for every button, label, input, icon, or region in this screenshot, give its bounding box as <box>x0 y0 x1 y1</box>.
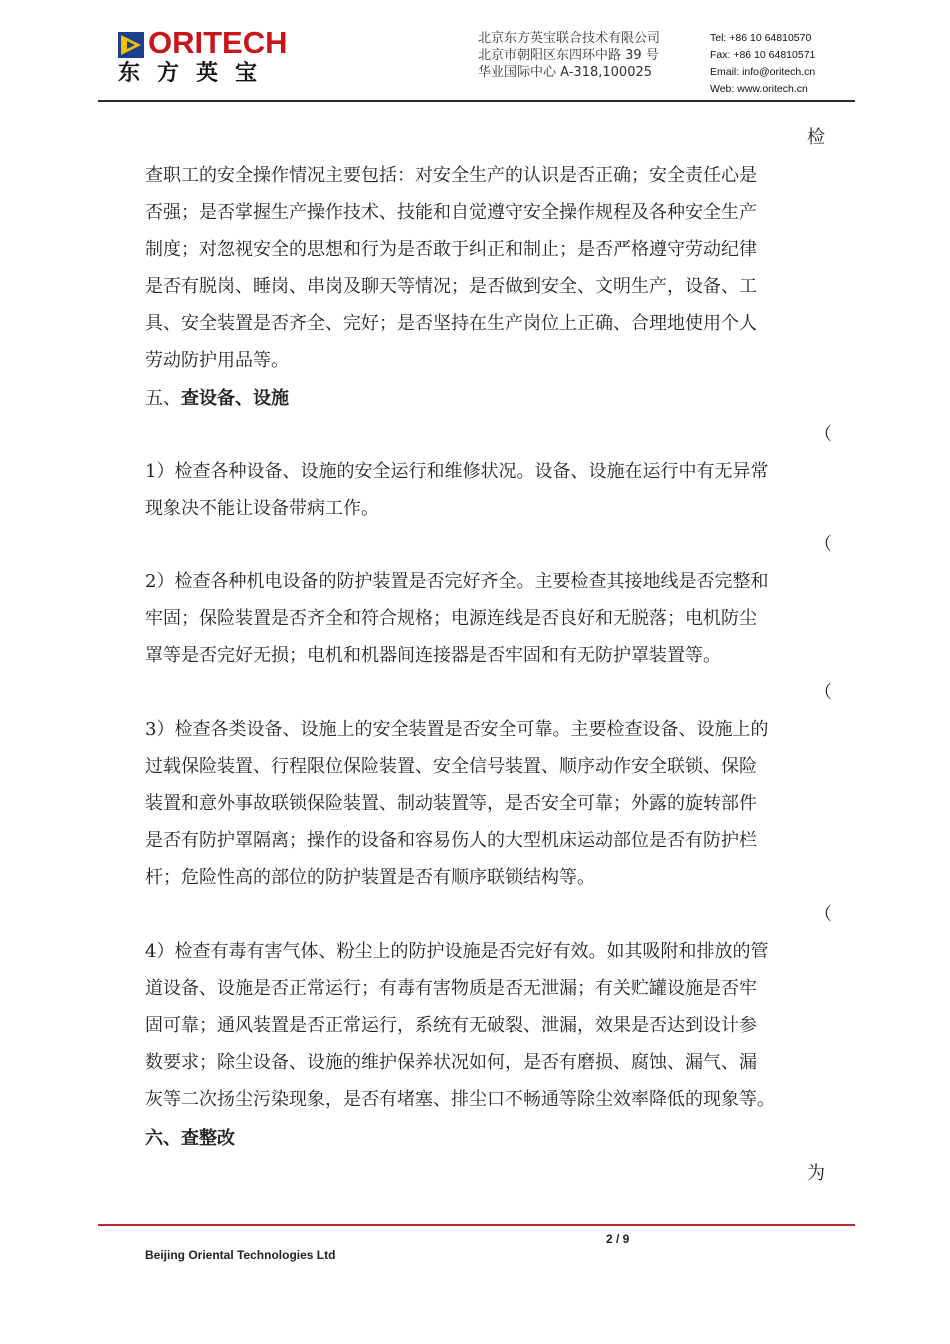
contact-email: Email: info@oritech.cn <box>710 66 816 78</box>
item-1 <box>145 453 805 527</box>
paragraph-lead-char: 为 <box>807 1163 825 1184</box>
text-line: 固可靠；通风装置是否正常运行，系统有无破裂、泄漏，效果是否达到设计参 <box>145 1015 757 1036</box>
address-line: 北京市朝阳区东四环中路 39 号 <box>478 48 659 63</box>
logo-chinese-name: 东方英宝 <box>118 61 275 86</box>
text-line: 数要求；除尘设备、设施的维护保养状况如何，是否有磨损、腐蚀、漏气、漏 <box>145 1052 757 1073</box>
item-4 <box>145 933 805 1118</box>
paragraph-worker-check <box>145 157 805 379</box>
text-line: 牢固；保险装置是否齐全和符合规格；电源连线是否良好和无脱落；电机防尘 <box>145 608 757 629</box>
text-line: 现象决不能让设备带病工作。 <box>145 498 379 519</box>
text-line: 装置和意外事故联锁保险装置、制动装置等，是否安全可靠；外露的旋转部件 <box>145 793 757 814</box>
heading-title: 六、查整改 <box>145 1128 235 1149</box>
text-line: 道设备、设施是否正常运行；有毒有害物质是否无泄漏；有关贮罐设施是否牢 <box>145 978 757 999</box>
paren-mark: （ <box>814 682 832 703</box>
company-address <box>478 30 660 81</box>
header-divider <box>98 100 855 102</box>
text-line: 具、安全装置是否齐全、完好；是否坚持在生产岗位上正确、合理地使用个人 <box>145 313 757 334</box>
text-line: 制度；对忽视安全的思想和行为是否敢于纠正和制止；是否严格遵守劳动纪律 <box>145 239 757 260</box>
page-number: 2 / 9 <box>606 1232 630 1246</box>
text-line: 否强；是否掌握生产操作技术、技能和自觉遵守安全操作规程及各种安全生产 <box>145 202 757 223</box>
text-line: 过载保险装置、行程限位保险装置、安全信号装置、顺序动作安全联锁、保险 <box>145 756 757 777</box>
section-heading-6 <box>145 1120 235 1157</box>
section-heading-5 <box>145 380 289 417</box>
text-line: 劳动防护用品等。 <box>145 350 289 371</box>
company-contact <box>710 30 815 98</box>
contact-tel: Tel: +86 10 64810570 <box>710 32 812 44</box>
text-line: 查职工的安全操作情况主要包括：对安全生产的认识是否正确；安全责任心是 <box>145 165 757 186</box>
text-line: 罩等是否完好无损；电机和机器间连接器是否牢固和有无防护罩装置等。 <box>145 645 721 666</box>
contact-web: Web: www.oritech.cn <box>710 83 808 95</box>
paren-mark: （ <box>814 534 832 555</box>
text-line: 灰等二次扬尘污染现象，是否有堵塞、排尘口不畅通等除尘效率降低的现象等。 <box>145 1089 775 1110</box>
oritech-logo-icon <box>118 32 144 58</box>
text-line: 是否有脱岗、睡岗、串岗及聊天等情况；是否做到安全、文明生产，设备、工 <box>145 276 757 297</box>
address-line: 华业国际中心 A-318,100025 <box>478 65 653 80</box>
contact-fax: Fax: +86 10 64810571 <box>710 49 816 61</box>
footer-company-name: Beijing Oriental Technologies Ltd <box>145 1248 336 1262</box>
text-line: 3）检查各类设备、设施上的安全装置是否安全可靠。主要检查设备、设施上的 <box>145 719 769 740</box>
address-line: 北京东方英宝联合技术有限公司 <box>478 31 661 46</box>
heading-title: 查设备、设施 <box>181 388 289 409</box>
paren-mark: （ <box>814 904 832 925</box>
text-line: 2）检查各种机电设备的防护装置是否完好齐全。主要检查其接地线是否完整和 <box>145 571 769 592</box>
paragraph-lead-char: 检 <box>807 127 825 148</box>
paren-mark: （ <box>814 424 832 445</box>
text-line: 杆；危险性高的部位的防护装置是否有顺序联锁结构等。 <box>145 867 595 888</box>
heading-number: 五、 <box>145 388 181 409</box>
item-3 <box>145 711 805 896</box>
text-line: 1）检查各种设备、设施的安全运行和维修状况。设备、设施在运行中有无异常 <box>145 461 769 482</box>
text-line: 是否有防护罩隔离；操作的设备和容易伤人的大型机床运动部位是否有防护栏 <box>145 830 757 851</box>
footer-divider <box>98 1224 855 1226</box>
text-line: 4）检查有毒有害气体、粉尘上的防护设施是否完好有效。如其吸附和排放的管 <box>145 941 769 962</box>
item-2 <box>145 563 805 674</box>
logo-wordmark: ORITECH <box>148 25 288 60</box>
